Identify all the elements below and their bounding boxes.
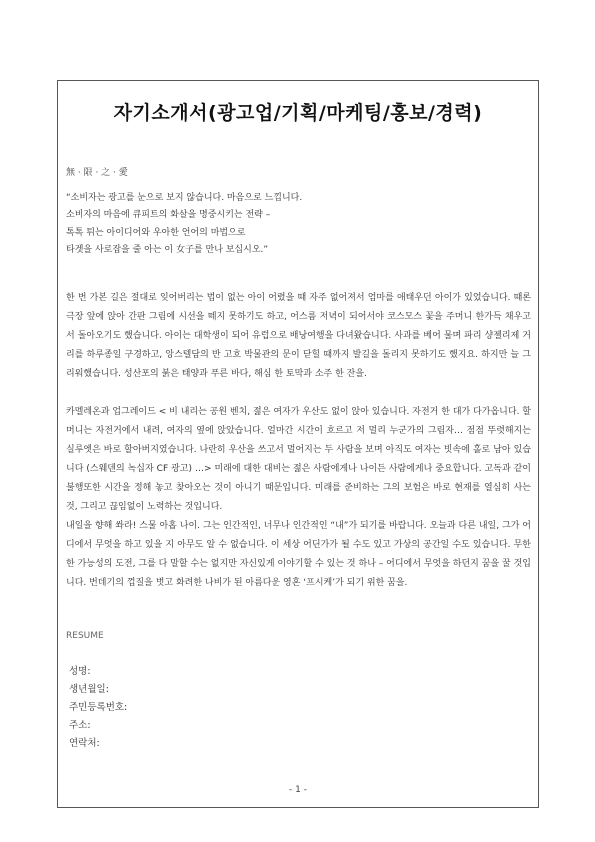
- field-name: 성명:: [69, 666, 91, 677]
- resume-fields: [69, 663, 127, 753]
- paragraph-tomorrow: 내일을 향해 쏴라! 스물 아홉 나이. 그는 인간적인, 너무나 인간적인 “내”가 되기를 바랍니다. 오늘과 다른 내일, 그가 어디에서 무엇을 하고 있을 지 아무도 알 수 없습니다. 이 세상 어딘가가 될 수도 있고 가상의 공간일 수도 있습니다. 무한한 가능성의 도전, 그를 다 말할 수는 없지만 자신있게 이야기할 수 있는 것 하나 – 어디에서 무엇을 하던지 꿈을 꿀 것입니다. 번데기의 껍질을 벗고 화려한 나비가 된 아름다운 영혼 ‘프시케’가 되기 위한 꿈을.: [66, 521, 531, 588]
- page-title: 자기소개서(광고업/기획/마케팅/홍보/경력): [113, 102, 483, 124]
- field-birthdate: 생년월일:: [69, 684, 109, 695]
- quote-block: [66, 190, 526, 259]
- field-contact: 연락처:: [69, 738, 100, 749]
- quote-line: “소비자는 광고를 눈으로 보지 않습니다. 마음으로 느낍니다.: [66, 193, 303, 203]
- page-number: - 1 -: [289, 785, 307, 795]
- paragraph-chameleon: 카멜레온과 업그레이드 < 비 내리는 공원 벤치, 젊은 여자가 우산도 없이 앉아 있습니다. 자전거 한 대가 다가옵니다. 할머니는 자전거에서 내려, 여자의 옆에 앉았습니다. 얼마간 시간이 흐르고 저 멀리 누군가의 그림자… 점점 뚜렷해지는 실루엣은 바로 할아버지였습니다. 나란히 우산을 쓰고서 멀어지는 두 사람을 보며 아직도 여자는 빗속에 홀로 남아 있습니다 (스웨덴의 녹십자 CF 광고) …> 미래에 대한 대비는 젊은 사람에게나 나이든 사람에게나 중요합니다. 고독과 같이 불행또한 시간을 정해 놓고 찾아오는 것이 아니기 때문입니다. 미래를 준비하는 그의 보험은 바로 현재를 열심히 사는 것, 그리고 끊임없이 노력하는 것입니다.: [66, 407, 531, 512]
- quote-line: 톡톡 튀는 아이디어와 우아한 언어의 마법으로: [66, 227, 246, 238]
- motto: 無 · 限 · 之 · 愛: [66, 168, 128, 178]
- resume-heading: RESUME: [66, 631, 104, 641]
- quote-line: 타겟을 사로잡을 줄 아는 이 女子를 만나 보십시오.”: [66, 244, 269, 255]
- quote-line: 소비자의 마음에 큐피트의 화살을 명중시키는 전략 –: [66, 210, 271, 221]
- field-address: 주소:: [69, 720, 91, 731]
- paragraph-childhood: 한 번 가본 길은 절대로 잊어버리는 법이 없는 아이 어렸을 때 자주 없어져서 엄마를 애태우던 아이가 있었습니다. 때론 극장 앞에 앉아 간판 그림에 시선을 떼지 못하기도 하고, 어스름 저녁이 되어서야 코스모스 꽃을 주머니 한가득 채우고서 돌아오기도 했습니다. 아이는 대학생이 되어 유럽으로 배낭여행을 다녀왔습니다. 사과를 베어 물며 파리 샹젤리제 거리를 하루종일 구경하고, 앙스텔담의 반 고흐 박물관의 문이 닫힐 때까지 발길을 돌리지 못하기도 했지요. 하지만 늘 그리워했습니다. 성산포의 붉은 태양과 푸른 바다, 해심 한 토막과 소주 한 잔을.: [66, 293, 531, 379]
- field-resident-number: 주민등록번호:: [69, 702, 128, 713]
